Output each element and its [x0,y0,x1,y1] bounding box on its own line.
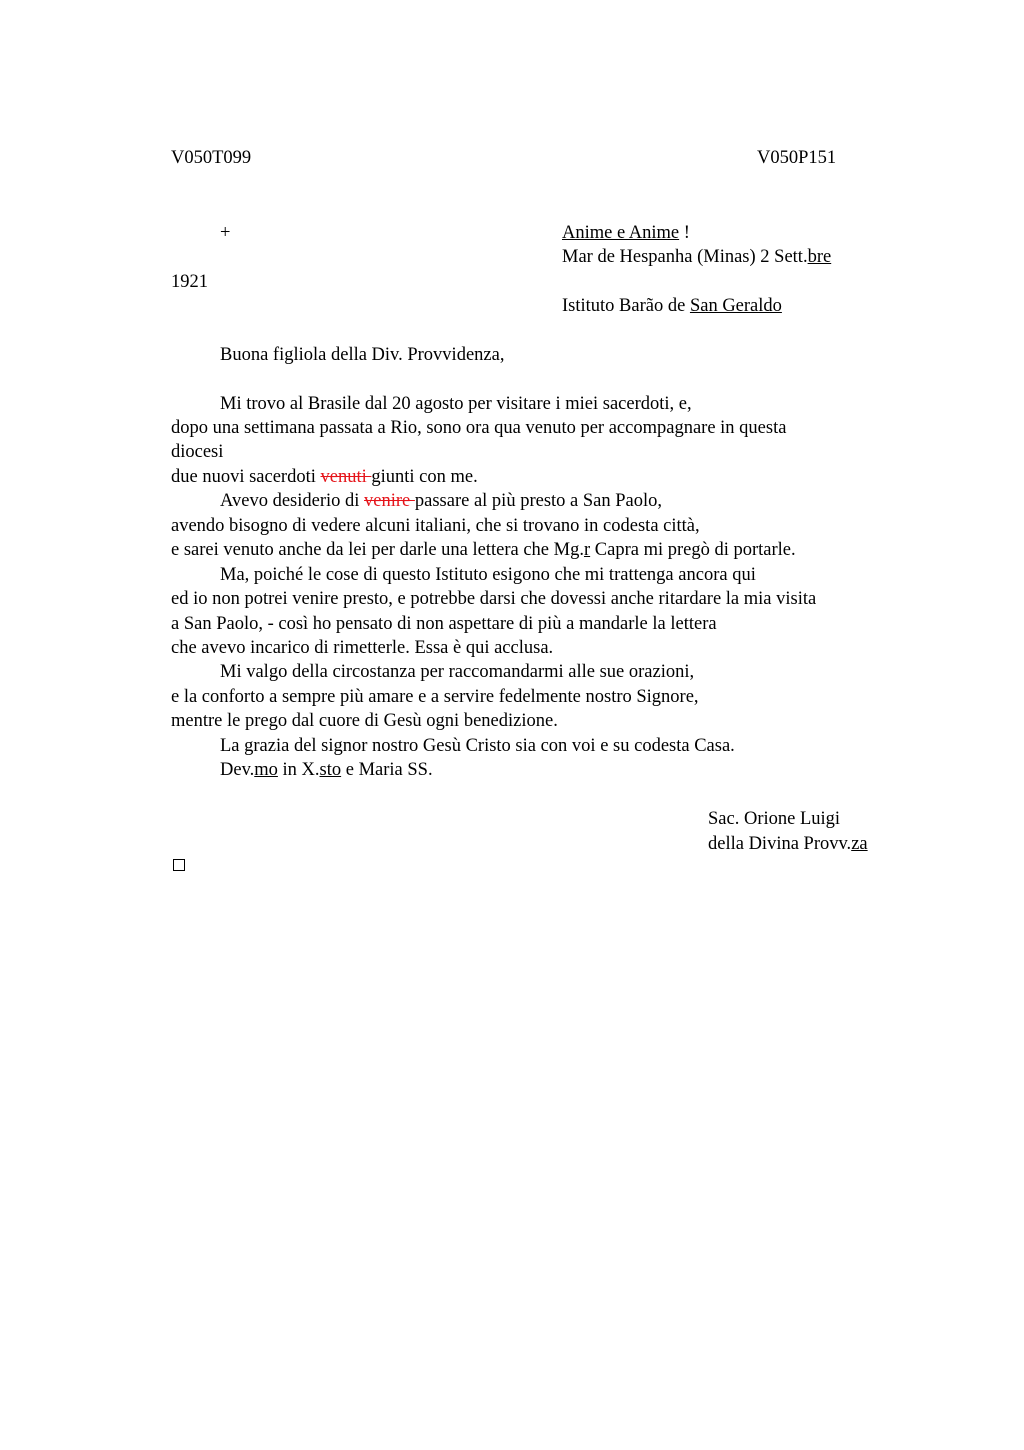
body-line-13: e la conforto a sempre più amare e a servire fedelmente nostro Signore, [171,687,699,707]
closing-text-end: e Maria SS. [341,760,433,780]
closing-line [220,758,433,782]
institute-prefix: Istituto Barão de [562,296,690,316]
signature-name: Sac. Orione Luigi [708,809,841,829]
heading-institute [562,294,782,318]
body-line-11: che avevo incarico di rimetterle. Essa è qui acclusa. [171,638,554,658]
signature-line-2 [708,832,868,856]
body-line-7 [171,538,796,562]
body-line-9: ed io non potrei venire presto, e potrebbe darsi che dovessi anche ritardare la mia visita [171,589,817,609]
abbrev-superscript: sto [319,760,342,780]
heading-place: Mar de Hespanha (Minas) 2 Sett. [562,247,808,267]
heading-month-abbrev: bre [807,247,832,267]
body-line-15: La grazia del signor nostro Gesù Cristo sia con voi e su codesta Casa. [220,736,735,756]
struck-word: venuti [320,467,372,487]
body-line-8: Ma, poiché le cose di questo Istituto esigono che mi trattenga ancora qui [220,565,756,585]
abbrev-superscript: r [583,540,591,560]
body-line-4-text: due nuovi sacerdoti [171,467,321,487]
closing-text-mid: in X. [277,760,320,780]
struck-word: venire [364,491,415,511]
closing-text: Dev. [220,760,255,780]
body-line-1: Mi trovo al Brasile dal 20 agosto per visitare i miei sacerdoti, e, [220,394,692,414]
body-line-6: avendo bisogno di vedere alcuni italiani, che si trovano in codesta città, [171,516,700,536]
document-code-right: V050P151 [757,148,837,168]
body-line-3: diocesi [171,442,224,462]
body-line-5-text: Avevo desiderio di [220,491,365,511]
heading-motto-line [562,221,690,245]
heading-place-date [562,245,831,269]
document-code-left: V050T099 [171,148,252,168]
heading-motto-mark: ! [679,223,690,243]
body-line-12: Mi valgo della circostanza per raccomandarmi alle sue orazioni, [220,662,695,682]
salutation: Buona figliola della Div. Provvidenza, [220,345,505,365]
body-line-7-text: e sarei venuto anche da lei per darle una lettera che Mg. [171,540,584,560]
heading-year: 1921 [171,272,208,292]
empty-checkbox-symbol [173,859,185,871]
heading-motto: Anime e Anime [562,223,680,243]
cross-mark: + [220,223,231,243]
body-line-7-text-end: Capra mi pregò di portarle. [590,540,796,560]
body-line-4-text-end: giunti con me. [371,467,478,487]
abbrev-superscript: za [851,834,868,854]
body-line-2: dopo una settimana passata a Rio, sono ora qua venuto per accompagnare in questa [171,418,787,438]
institute-name: San Geraldo [689,296,782,316]
abbrev-superscript: mo [254,760,278,780]
body-line-5-text-end: passare al più presto a San Paolo, [414,491,663,511]
body-line-5 [220,489,662,513]
body-line-10: a San Paolo, - così ho pensato di non aspettare di più a mandarle la lettera [171,614,717,634]
body-line-14: mentre le prego dal cuore di Gesù ogni benedizione. [171,711,558,731]
signature-line-2-text: della Divina Provv. [708,834,852,854]
body-line-4 [171,465,478,489]
